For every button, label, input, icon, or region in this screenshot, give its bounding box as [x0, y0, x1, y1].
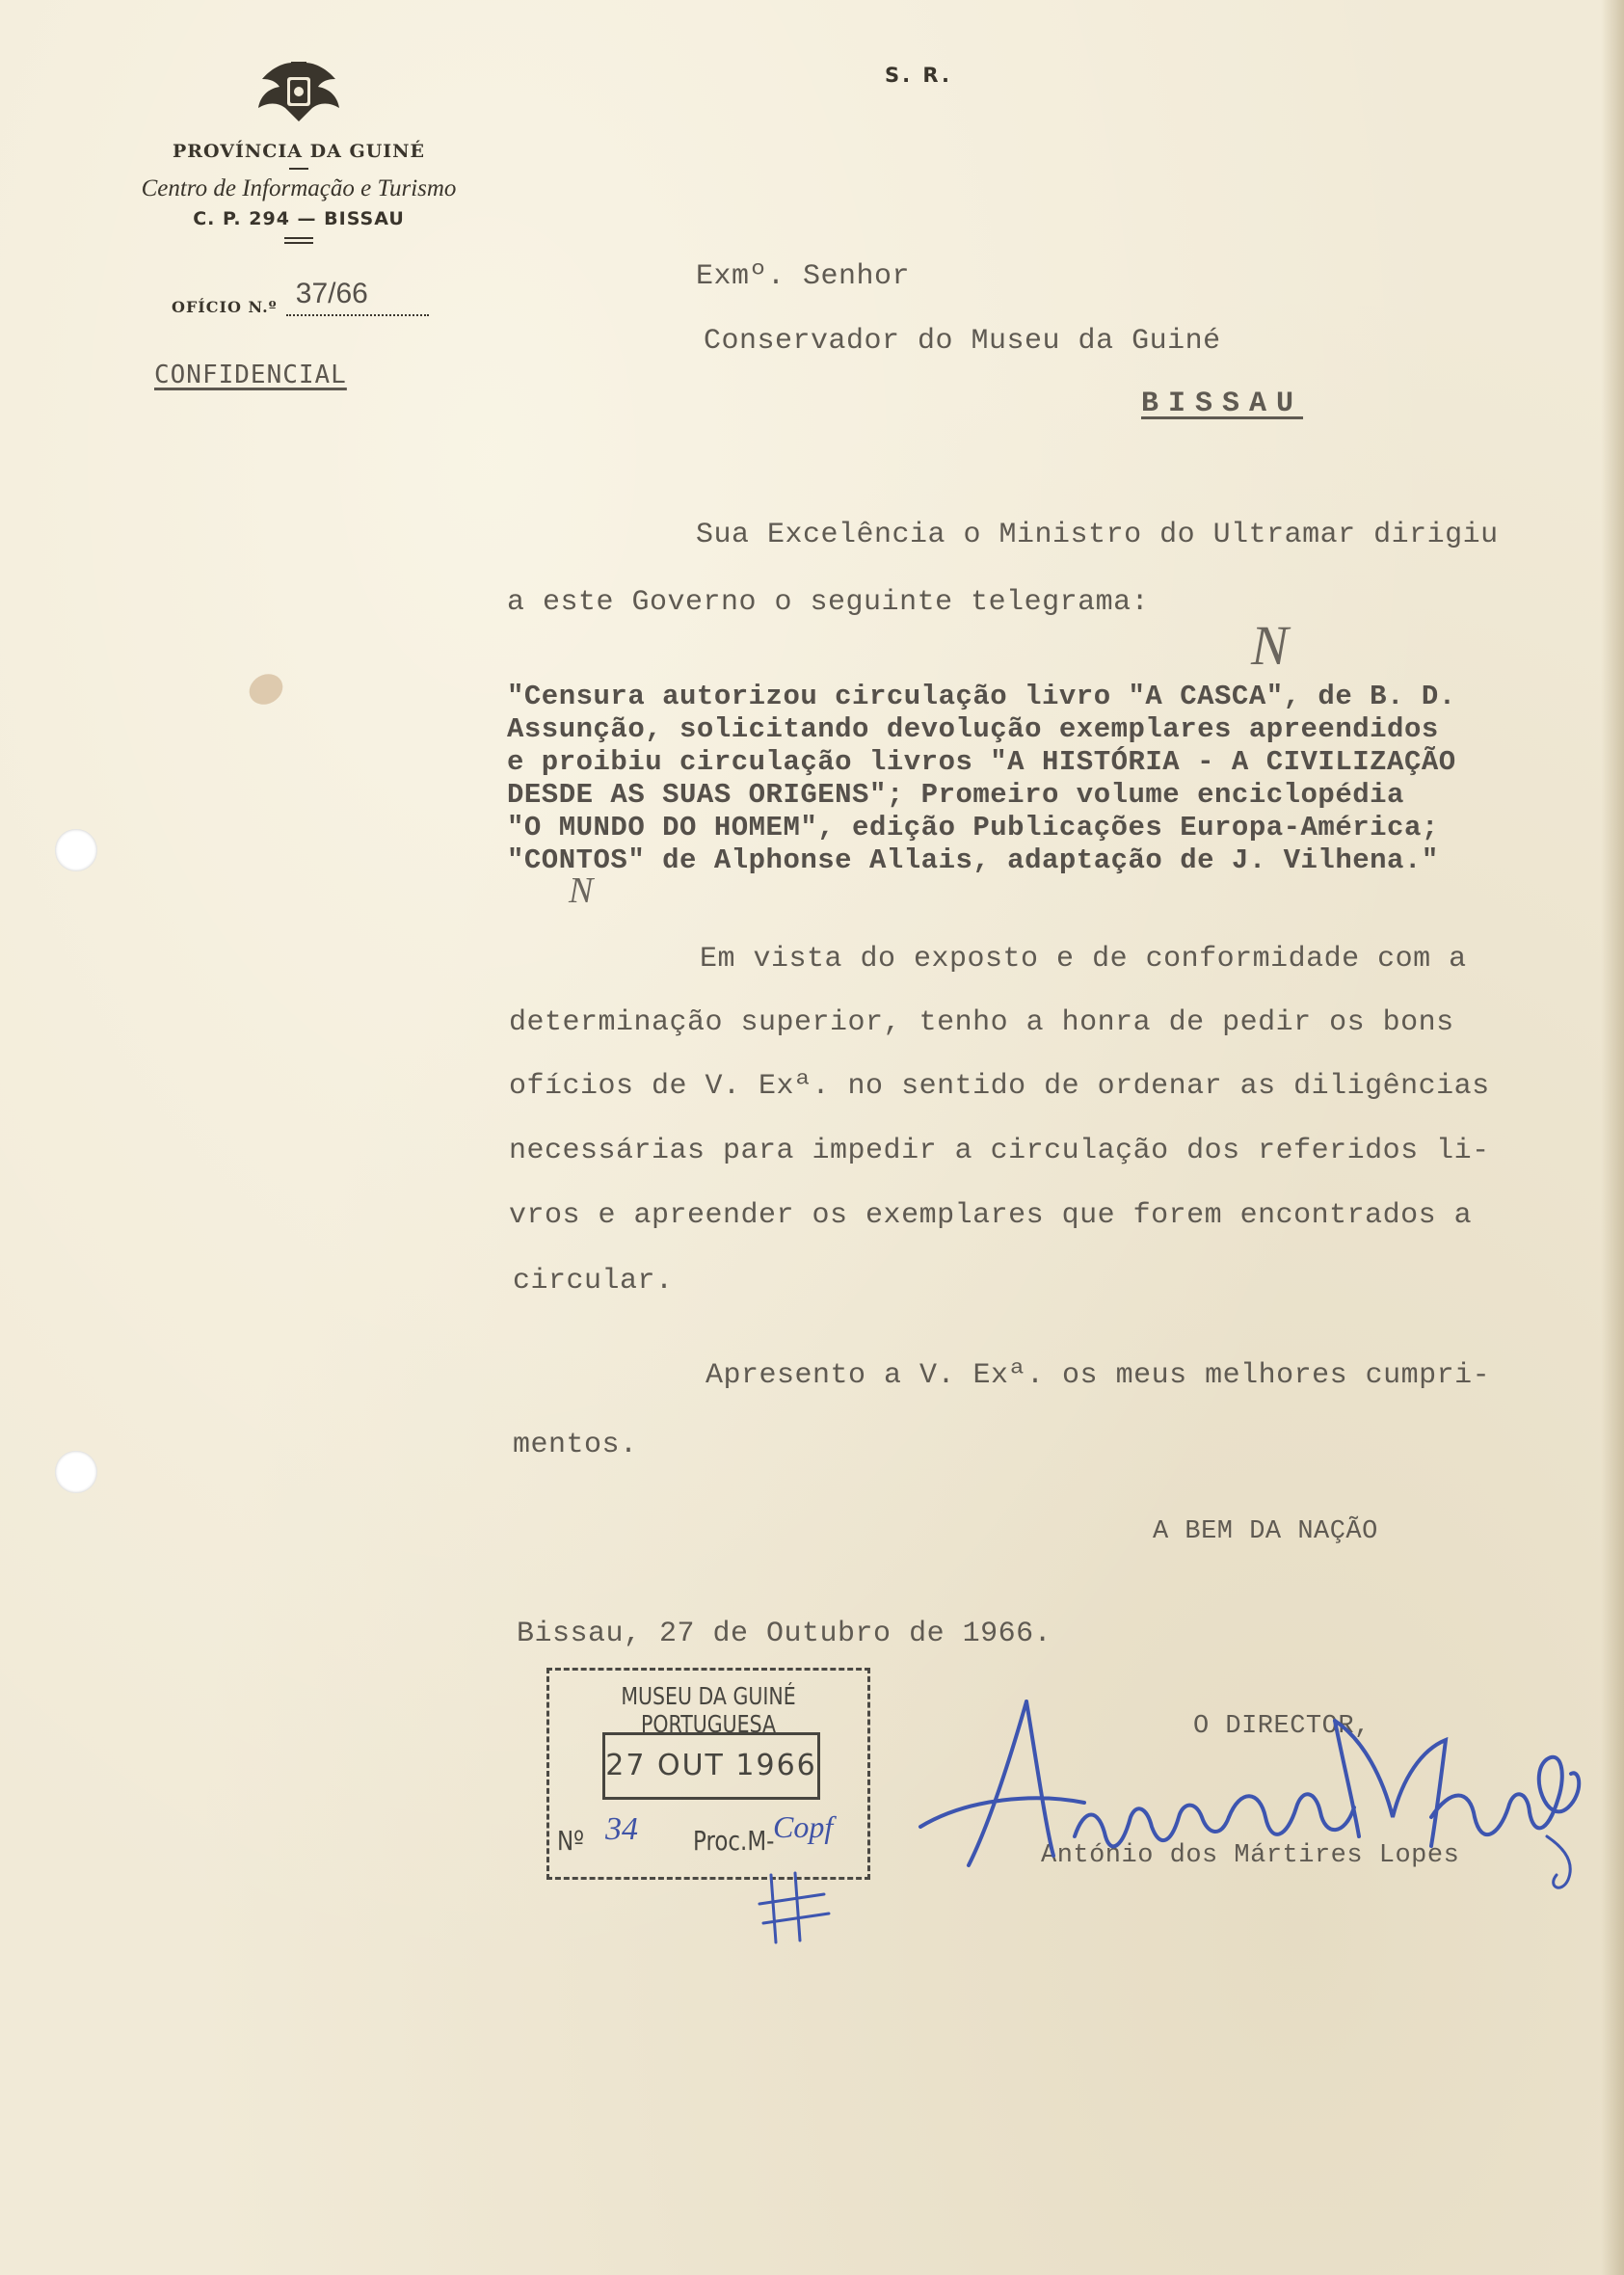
punch-hole-top — [55, 829, 97, 871]
oficio-dotted-field — [286, 278, 429, 316]
signatory-name: António dos Mártires Lopes — [1041, 1841, 1460, 1870]
oficio-number: 37/66 — [295, 278, 368, 309]
oficio-label: OFÍCIO N.º — [172, 298, 278, 316]
telegram-line-5: "O MUNDO DO HOMEM", edição Publicações Europa-América; — [507, 812, 1439, 843]
stamp-number-label: Nº — [557, 1825, 584, 1857]
stamp-handwritten-proc: Copf — [773, 1809, 834, 1844]
centre-name: Centro de Informação e Turismo — [141, 175, 457, 201]
telegram-line-4: DESDE AS SUAS ORIGENS"; Promeiro volume enciclopédia — [507, 779, 1404, 811]
handwritten-signature — [882, 1682, 1590, 1904]
stamp-proc-label: Proc.M- — [693, 1825, 775, 1857]
request-line-4: necessárias para impedir a circulação dos referidos li- — [509, 1135, 1490, 1167]
signatory-role: O DIRECTOR, — [1193, 1712, 1371, 1741]
telegram-line-2: Assunção, solicitando devolução exemplares apreendidos — [507, 713, 1439, 745]
letterhead-rule — [289, 168, 308, 170]
stamp-handwritten-number: 34 — [605, 1811, 638, 1847]
punch-hole-bottom — [55, 1451, 97, 1493]
intro-line-1: Sua Excelência o Ministro do Ultramar dirigiu — [696, 519, 1499, 551]
oficio-number-line — [172, 278, 429, 316]
motto: A BEM DA NAÇÃO — [1153, 1517, 1378, 1546]
recipient-salutation: Exmº. Senhor — [696, 260, 911, 293]
museum-receipt-stamp — [546, 1668, 870, 1880]
recipient-title: Conservador do Museu da Guiné — [704, 325, 1221, 358]
paper-edge-shadow — [1601, 0, 1624, 2275]
coat-of-arms-icon — [253, 58, 345, 127]
compliments-line-1: Apresento a V. Exª. os meus melhores cumpri- — [706, 1359, 1491, 1392]
header-mark: S. R. — [885, 64, 952, 87]
request-line-2: determinação superior, tenho a honra de pedir os bons — [509, 1006, 1454, 1039]
hand-initials — [752, 1865, 839, 1952]
request-line-6: circular. — [513, 1265, 674, 1298]
hand-mark-bottom: N — [569, 870, 594, 911]
stamp-reference-line — [557, 1825, 774, 1857]
stamp-date: 27 OUT 1966 — [605, 1749, 817, 1782]
telegram-line-6: "CONTOS" de Alphonse Allais, adaptação de J. Vilhena." — [507, 844, 1439, 876]
postal-address: C. P. 294 — BISSAU — [193, 208, 405, 229]
hand-mark-top: N — [1251, 614, 1289, 677]
request-line-1: Em vista do exposto e de conformidade com a — [700, 943, 1467, 976]
date-line: Bissau, 27 de Outubro de 1966. — [517, 1618, 1052, 1650]
telegram-line-1: "Censura autorizou circulação livro "A CASCA", de B. D. — [507, 681, 1456, 712]
letterhead — [106, 58, 492, 244]
stamp-date-box — [602, 1732, 820, 1800]
request-line-5: vros e apreender os exemplares que forem encontrados a — [509, 1199, 1473, 1232]
intro-line-2: a este Governo o seguinte telegrama: — [507, 586, 1150, 619]
ink-stain — [244, 668, 288, 710]
compliments-line-2: mentos. — [513, 1429, 638, 1461]
letterhead-double-rule — [284, 237, 313, 244]
recipient-city: BISSAU — [1141, 388, 1304, 420]
classification-label: CONFIDENCIAL — [154, 361, 347, 389]
stamp-museum-name: MUSEU DA GUINÉ PORTUGUESA — [621, 1682, 796, 1738]
province-name: PROVÍNCIA DA GUINÉ — [172, 141, 426, 162]
request-line-3: ofícios de V. Exª. no sentido de ordenar as diligências — [509, 1070, 1490, 1103]
telegram-line-3: e proibiu circulação livros "A HISTÓRIA - A CIVILIZAÇÃO — [507, 746, 1456, 778]
